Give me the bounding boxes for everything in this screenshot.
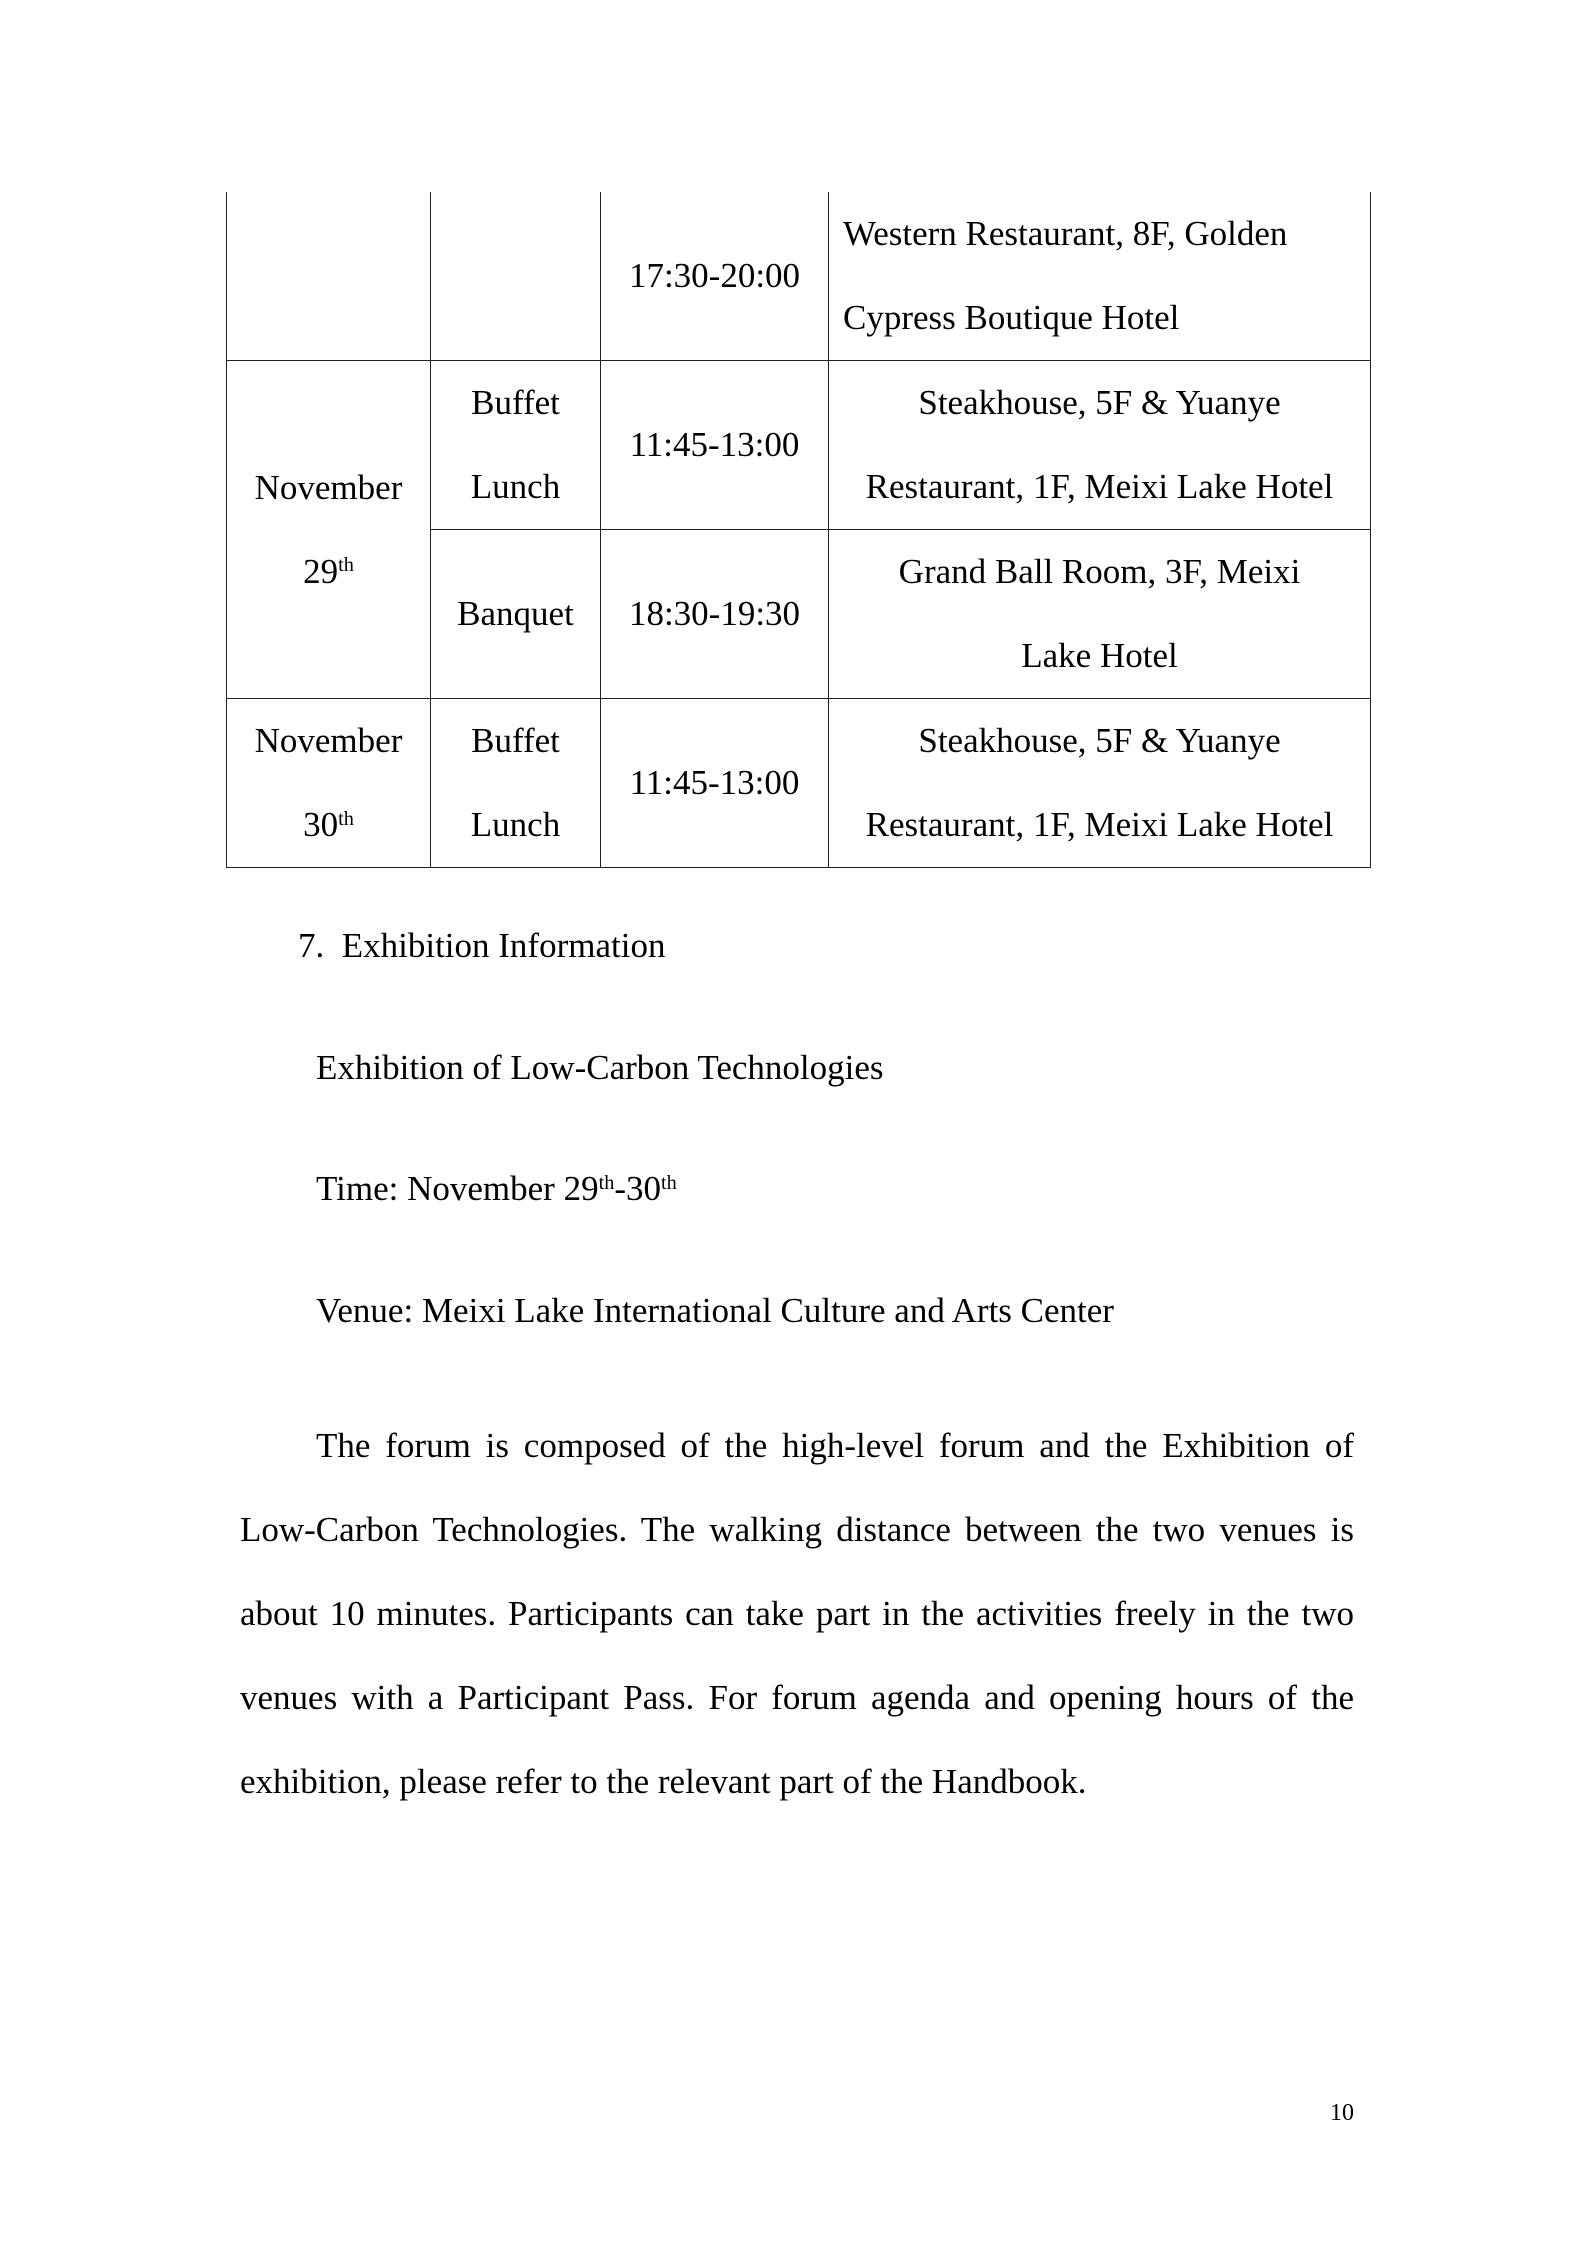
section-heading [298, 922, 665, 970]
time-cell: 17:30-20:00 [601, 192, 829, 361]
place-line: Cypress Boutique Hotel [843, 298, 1180, 337]
place-cell [829, 699, 1371, 868]
place-line: Restaurant, 1F, Meixi Lake Hotel [865, 805, 1334, 844]
time-prefix: Time: November 29 [316, 1169, 599, 1208]
time-suffix: th [661, 1171, 677, 1194]
date-month: November [254, 721, 403, 760]
date-cell [227, 192, 431, 361]
meal-cell [431, 699, 601, 868]
meal-line: Buffet [471, 721, 560, 760]
place-line: Steakhouse, 5F & Yuanye [918, 383, 1281, 422]
table-row [227, 699, 1371, 868]
place-line: Lake Hotel [1021, 636, 1178, 675]
exhibition-name: Exhibition of Low-Carbon Technologies [316, 1048, 884, 1087]
body-paragraph: The forum is composed of the high-level forum and the Exhibition of Low-Carbon Technologies. The walking distance between the two venues is about 10 minutes. Participants can take part in the activities freely in the two venues with a Participant Pass. For forum agenda and opening hours of the exhibition, please refer to the relevant part of the Handbook. [240, 1426, 1354, 1801]
date-day: 30 [303, 805, 339, 844]
section-number: 7. [298, 926, 325, 965]
place-cell [829, 530, 1371, 699]
time-end: -30 [614, 1169, 662, 1208]
date-month: November [254, 467, 403, 507]
place-line: Steakhouse, 5F & Yuanye [918, 721, 1281, 760]
time-cell: 11:45-13:00 [601, 699, 829, 868]
place-cell [829, 361, 1371, 530]
page-number: 10 [1330, 2100, 1354, 2126]
place-cell [829, 192, 1371, 361]
table-row [227, 361, 1371, 530]
exhibition-time [316, 1165, 677, 1213]
time-suffix: th [598, 1171, 615, 1194]
meal-cell [431, 361, 601, 530]
table-row [227, 192, 1371, 361]
meal-schedule-table [226, 192, 1371, 868]
meal-cell [431, 192, 601, 361]
date-cell [227, 361, 431, 699]
place-line: Grand Ball Room, 3F, Meixi [898, 552, 1301, 591]
time-cell: 18:30-19:30 [601, 530, 829, 699]
time-cell: 11:45-13:00 [601, 361, 829, 530]
meal-line: Lunch [470, 467, 561, 506]
exhibition-venue: Venue: Meixi Lake International Culture and Arts Center [316, 1291, 1114, 1330]
date-cell [227, 699, 431, 868]
date-suffix: th [338, 554, 354, 577]
date-day: 29 [303, 551, 339, 591]
meal-cell: Banquet [431, 530, 601, 699]
date-suffix: th [338, 807, 354, 830]
place-line: Western Restaurant, 8F, Golden [843, 214, 1288, 253]
place-line: Restaurant, 1F, Meixi Lake Hotel [865, 467, 1334, 506]
section-title: Exhibition Information [341, 926, 666, 965]
meal-line: Lunch [470, 805, 561, 844]
meal-line: Buffet [471, 383, 560, 422]
